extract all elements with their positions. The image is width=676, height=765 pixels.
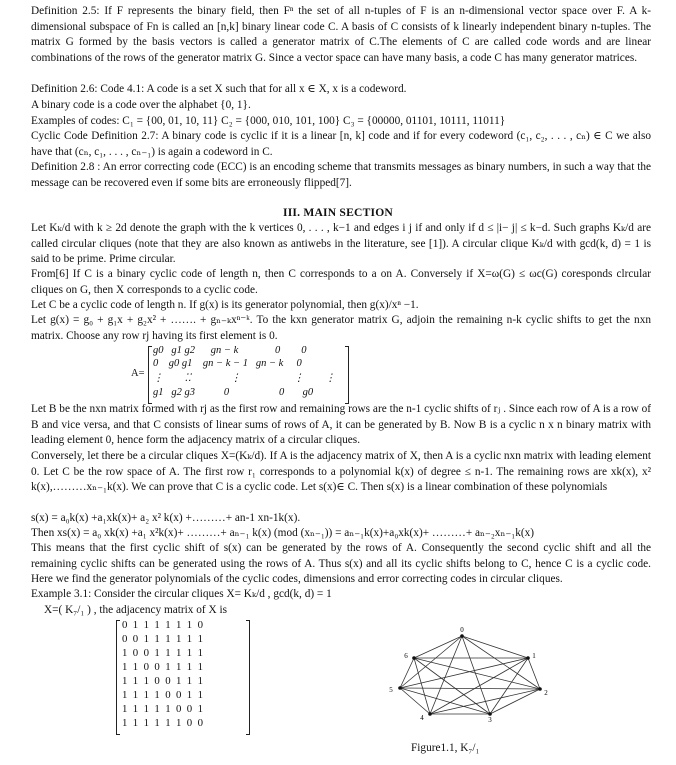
graph-vertex-label: 5: [389, 686, 393, 694]
figure-caption: Figure1.1, K₇/₁: [411, 742, 480, 754]
matrix-a-row: 0 g0 g1 gn − k − 1 gn − k 0: [153, 358, 302, 369]
examples-of-codes: Examples of codes: C₁ = {00, 01, 10, 11} C₂ = {000, 010, 101, 100} C₃ = {00000, 01101, 10111, 11011}: [31, 115, 506, 127]
graph-edge: [400, 688, 430, 714]
adjacency-row: 0 1 1 1 1 1 1 0: [122, 619, 203, 631]
circular-clique-definition: Let Kₖ/d with k ≥ 2d denote the graph with the k vertices 0, . . . , k−1 and edges i j if and only if d ≤ |i− j| ≤ k−d. Such graphs Kₖ/d are called circular cliques (note that they are also known as antiwebs in the literature, see [1]). A circular clique Kₖ/d with gcd(k, d) = 1 is said to be prime. Prime circular.: [31, 222, 651, 266]
graph-edge: [528, 658, 540, 689]
graph-edge: [462, 636, 490, 714]
conversely-paragraph: Conversely, let there be a circular cliques X=(Kₖ/d). If A is the adjacency matrix of X, then A is a cyclic nxn matrix with leading element 0. Let C be the row space of A. The first row r₁ corresponds to a polynomial k(x) of degree ≤ n-1. The remaining rows are xk(x), x² k(x),………xₙ₋₁k(x). We can prove that C is a cyclic code. Let s(x)∈ C. Then s(x) is a linear combination of these polynomials: [31, 450, 651, 494]
sx-equation: s(x) = a₀k(x) +a₁xk(x)+ a₂ x² k(x) +………+ an-1 xn-1k(x).: [31, 512, 301, 524]
adjacency-intro: X=( K₇/₁ ) , the adjacency matrix of X is: [44, 604, 228, 616]
graph-vertex-label: 6: [404, 652, 408, 660]
adjacency-row: 1 1 1 1 0 0 1 1: [122, 689, 203, 701]
matrix-b-paragraph: Let B be the nxn matrix formed with rj as the first row and remaining rows are the n-1 cyclic shifts of rⱼ . Since each row of A is a row of B and vice versa, and that C consists of linear sums of rows of A, it can be generated by B. Now B is a cyclic n x n binary matrix with leading element 0, hence form the adjacency matrix of a circular cliques.: [31, 403, 651, 447]
graph-vertex-label: 4: [420, 714, 424, 722]
adjacency-row: 1 1 0 0 1 1 1 1: [122, 661, 203, 673]
matrix-a-row: g0 g1 g2 gn − k 0 0: [153, 345, 307, 356]
definition-2-6: Definition 2.6: Code 4.1: A code is a set X such that for all x ∈ X, x is a codeword.: [31, 83, 407, 95]
graph-edge: [414, 658, 540, 689]
adjacency-row: 1 0 0 1 1 1 1 1: [122, 647, 203, 659]
graph-vertex-label: 0: [460, 626, 464, 634]
graph-vertex-label: 1: [532, 652, 536, 660]
graph-vertex: [538, 687, 542, 691]
matrix-a-row: ⋮ ⁚⁚ ⋮ ⋮ ⋮: [153, 373, 336, 384]
binary-code-sentence: A binary code is a code over the alphabet {0, 1}.: [31, 99, 251, 111]
definition-2-7: Cyclic Code Definition 2.7: A binary code is cyclic if it is a linear [n, k] code and if for every codeword (c₁, c₂, . . . , cₙ) ∈ C we also have that (cₙ, c₁, . . . , cₙ₋₁) is again a codeword in C.: [31, 130, 651, 158]
example-3-1: Example 3.1: Consider the circular cliques X= Kₖ/d , gcd(k, d) = 1: [31, 588, 332, 600]
graph-edge: [490, 689, 540, 714]
graph-edge: [400, 688, 540, 689]
consequence-paragraph: This means that the first cyclic shift of s(x) can be generated by the rows of A. Consequently the second cyclic shift and all the remaining cyclic shifts can be generated using the rows of A. Thus s(x) and all its cyclic shifts belong to C, hence C is a cyclic code. Here we find the generator polynomials of the cyclic codes, dimensions and error correcting codes in circular cliques.: [31, 542, 651, 586]
from-6-paragraph: From[6] If C is a binary cyclic code of length n, then C corresponds to a on A. Conversely if X=ω(G) ≤ ωc(G) coresponds clrcular cliques on G, then X corresponds to a cyclic code.: [31, 268, 651, 296]
graph-edge: [400, 658, 414, 688]
circular-clique-graph: [390, 626, 560, 722]
adjacency-row: 1 1 1 1 1 1 0 0: [122, 717, 203, 729]
graph-edge: [414, 658, 430, 714]
matrix-a-row: g1 g2 g3 0 0 g0: [153, 387, 314, 398]
graph-vertex: [412, 656, 416, 660]
matrix-a-left-bracket: [148, 346, 152, 404]
graph-vertex-label: 2: [544, 689, 548, 697]
graph-edge: [490, 658, 528, 714]
graph-vertex: [398, 686, 402, 690]
graph-vertex: [428, 712, 432, 716]
adjacency-row: 1 1 1 0 0 1 1 1: [122, 675, 203, 687]
graph-edge: [400, 658, 528, 688]
graph-vertex: [526, 656, 530, 660]
matrix-a-label: A=: [131, 368, 145, 379]
graph-edge: [414, 636, 462, 658]
generator-polynomial-paragraph: Let g(x) = g₀ + g₁x + g₂x² + ……. + gₙ₋ₖxⁿ⁻ᵏ. To the kxn generator matrix G, adjoin the remaining n-k cyclic shifts to get the nxn matrix. Choose any row rj having its first element is 0.: [31, 314, 651, 342]
adj-left-bracket: [116, 620, 120, 735]
xsx-equation: Then xs(x) = a₀ xk(x) +a₁ x²k(x)+ ………+ aₙ₋₁ k(x) (mod (xₙ₋₁)) = aₙ₋₁k(x)+a₀xk(x)+ ………+ aₙ₋₂xₙ₋₁k(x): [31, 527, 535, 539]
graph-edge: [400, 688, 490, 714]
definition-2-8: Definition 2.8 : An error correcting code (ECC) is an encoding scheme that transmits messages as binary numbers, in such a way that the message can be recovered even if some bits are erroneously flipped[7].: [31, 161, 651, 189]
graph-vertex: [460, 634, 464, 638]
graph-edge: [462, 636, 528, 658]
adj-right-bracket: [246, 620, 250, 735]
cyclic-code-generator: Let C be a cyclic code of length n. If g(x) is its generator polynomial, then g(x)/xⁿ −1.: [31, 299, 419, 311]
adjacency-row: 1 1 1 1 1 0 0 1: [122, 703, 203, 715]
matrix-a-right-bracket: [345, 346, 349, 404]
section-heading: III. MAIN SECTION: [282, 206, 394, 219]
definition-2-5: Definition 2.5: If F represents the binary field, then Fⁿ the set of all n-tuples of F is an n-dimensional vector space over F. A k-dimensional subspace of Fn is called an [n,k] binary linear code C. A basis of C consists of k linearly independent binary n-tuples. The matrix G formed by the basis vectors is called a generator matrix of C.The elements of C are called code words and are linear combinations of the rows of the generator matrix G. Since a vector space can have many basis, a code C has many generator matrices.: [31, 5, 651, 64]
adjacency-row: 0 0 1 1 1 1 1 1: [122, 633, 203, 645]
graph-vertex-label: 3: [488, 716, 492, 724]
graph-edge: [462, 636, 540, 689]
